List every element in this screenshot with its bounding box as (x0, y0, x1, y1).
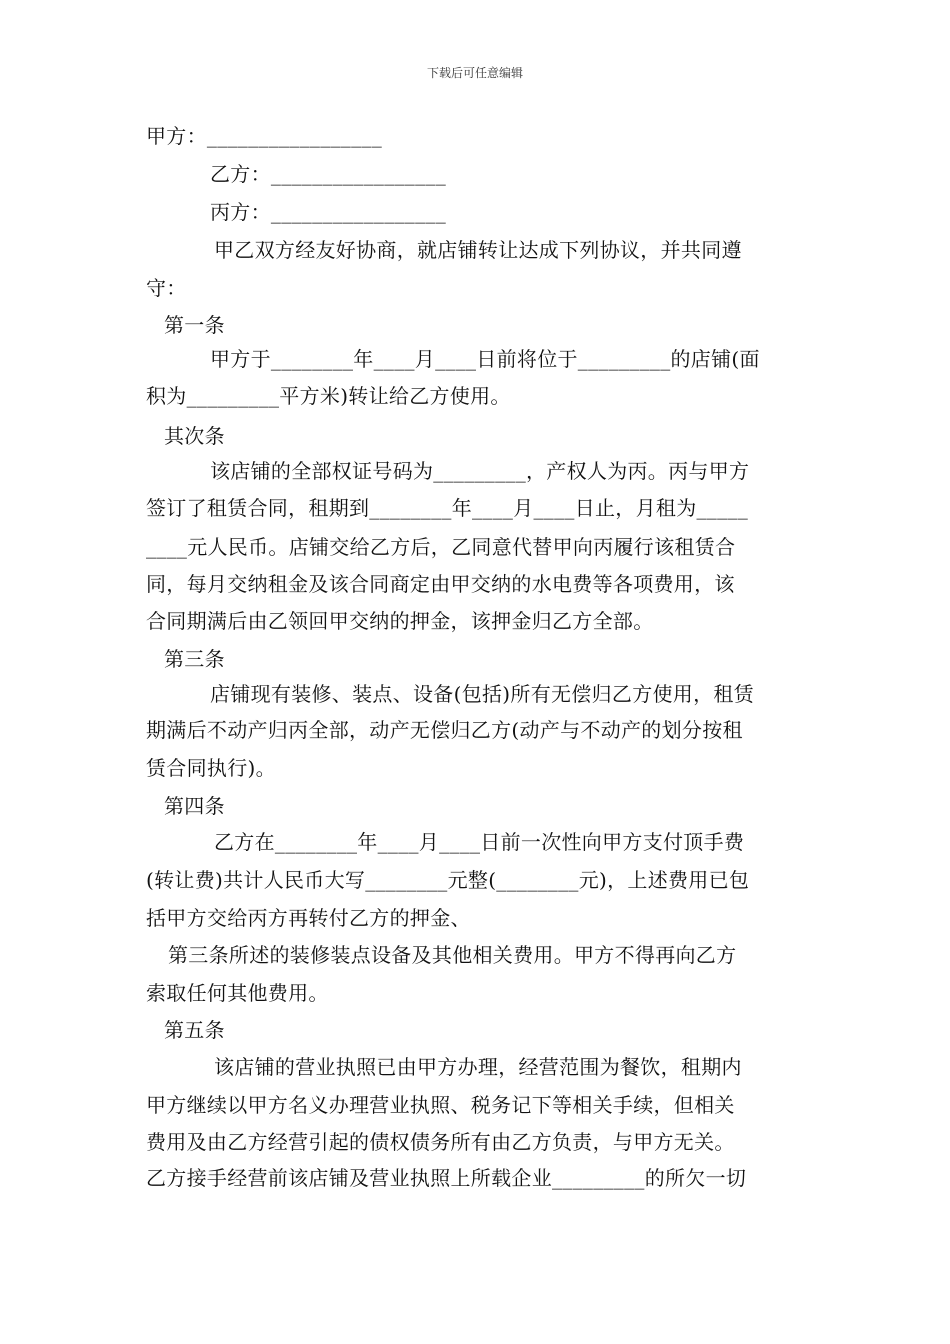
contract-line: 第三条 (164, 647, 225, 671)
contract-line: 索取任何其他费用。 (146, 981, 329, 1005)
contract-line: 该店铺的全部权证号码为_________，产权人为丙。丙与甲方 (210, 459, 750, 483)
contract-line: 括甲方交给丙方再转付乙方的押金、 (146, 906, 471, 930)
contract-line: 赁合同执行)。 (146, 756, 276, 780)
contract-line: 费用及由乙方经营引起的债权债务所有由乙方负责，与甲方无关。 (146, 1130, 735, 1154)
contract-line: 第五条 (164, 1018, 225, 1042)
contract-line: 乙方：_________________ (210, 162, 446, 186)
contract-line: 乙方在________年____月____日前一次性向甲方支付顶手费 (214, 830, 745, 854)
contract-line: 第一条 (164, 313, 225, 337)
contract-line: ____元人民币。店铺交给乙方后，乙同意代替甲向丙履行该租赁合 (146, 535, 736, 559)
page-header: 下载后可任意编辑 (426, 66, 523, 80)
contract-line: 签订了租赁合同，租期到________年____月____日止，月租为_____ (146, 496, 748, 520)
contract-line: 甲方于________年____月____日前将位于_________的店铺(面 (210, 347, 760, 371)
contract-line: 同，每月交纳租金及该合同商定由甲交纳的水电费等各项费用，该 (146, 572, 735, 596)
contract-line: 甲方：_________________ (146, 124, 382, 148)
contract-line: 第三条所述的装修装点设备及其他相关费用。甲方不得再向乙方 (168, 943, 737, 967)
contract-line: 其次条 (164, 424, 225, 448)
contract-line: 守： (146, 276, 187, 300)
contract-line: (转让费)共计人民币大写________元整(________元)，上述费用已包 (146, 868, 750, 892)
contract-line: 丙方：_________________ (210, 200, 446, 224)
contract-line: 第四条 (164, 794, 225, 818)
contract-line: 甲方继续以甲方名义办理营业执照、税务记下等相关手续，但相关 (146, 1093, 735, 1117)
contract-line: 该店铺的营业执照已由甲方办理，经营范围为餐饮，租期内 (214, 1055, 742, 1079)
contract-line: 甲乙双方经友好协商，就店铺转让达成下列协议，并共同遵 (214, 238, 742, 262)
contract-line: 合同期满后由乙领回甲交纳的押金，该押金归乙方全部。 (146, 609, 654, 633)
contract-line: 店铺现有装修、装点、设备(包括)所有无偿归乙方使用，租赁 (210, 682, 755, 706)
contract-line: 期满后不动产归丙全部，动产无偿归乙方(动产与不动产的划分按租 (146, 718, 743, 742)
contract-line: 乙方接手经营前该店铺及营业执照上所载企业_________的所欠一切 (146, 1166, 747, 1190)
contract-line: 积为_________平方米)转让给乙方使用。 (146, 384, 511, 408)
